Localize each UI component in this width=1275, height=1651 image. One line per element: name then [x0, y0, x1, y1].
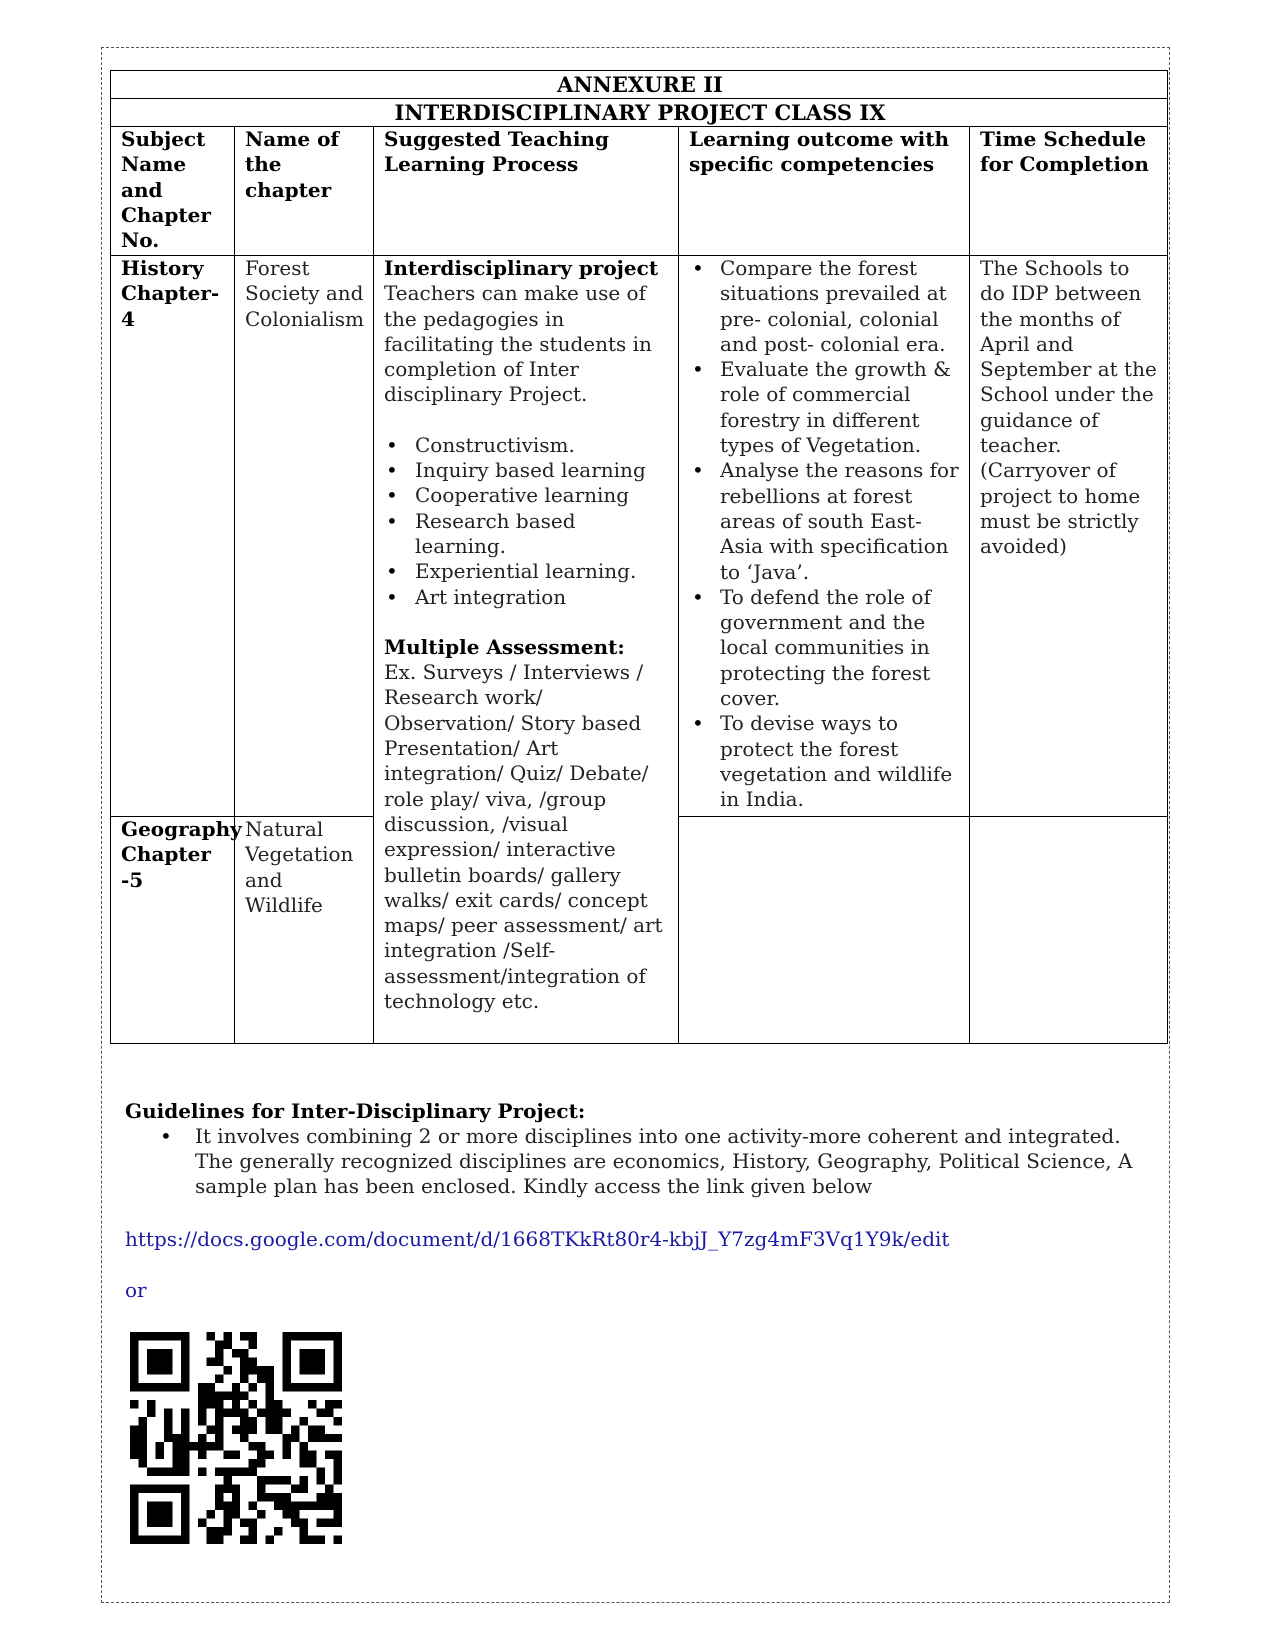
teaching-heading: Interdisciplinary project: [384, 256, 659, 280]
or-text: or: [125, 1278, 147, 1302]
header-chapter-name: Name of the chapter: [235, 127, 374, 256]
list-item: • Inquiry based learning: [384, 458, 670, 483]
annexure-title: ANNEXURE II: [111, 71, 1168, 99]
guidelines-heading: Guidelines for Inter-Disciplinary Project:: [125, 1099, 586, 1123]
header-subject: Subject Name and Chapter No.: [111, 127, 235, 256]
teaching-intro: Teachers can make use of the pedagogies in facilitating the students in completion of Inter disciplinary Project.: [384, 281, 652, 407]
assessment-text: Ex. Surveys / Interviews / Research work/ Observation/ Story based Presentation/ Art integration/ Quiz/ Debate/ role play/ viva, /group discussion, /visual expression/ interactive bulletin boards/ gallery walks/ exit cards/ concept maps/ peer assessment/ art integration /Self-assessment/integration of technology etc.: [384, 660, 663, 1014]
header-time-schedule: Time Schedule for Completion: [970, 127, 1168, 256]
list-item: • Evaluate the growth & role of commercial forestry in different types of Vegetation.: [689, 357, 961, 458]
qr-code-icon: [130, 1332, 342, 1544]
pedagogy-list: [384, 433, 670, 610]
list-item: • To defend the role of government and the local communities in protecting the forest cover.: [689, 585, 961, 711]
geography-chapter: Natural Vegetation and Wildlife: [235, 817, 374, 1044]
guidelines-section: [125, 1099, 1155, 1199]
history-subject: History Chapter-4: [111, 256, 235, 817]
time-schedule-cell-cont: [970, 817, 1168, 1044]
assessment-heading: Multiple Assessment:: [384, 634, 625, 659]
teaching-process-cell: [374, 256, 679, 1044]
geography-subject: Geography Chapter -5: [111, 817, 235, 1044]
list-item: • Research based learning.: [384, 509, 670, 560]
list-item: • Compare the forest situations prevailed at pre- colonial, colonial and post- colonial era.: [689, 256, 961, 357]
list-item: • Experiential learning.: [384, 559, 670, 584]
list-item: • It involves combining 2 or more disciplines into one activity-more coherent and integrated. The generally recognized disciplines are economics, History, Geography, Political Science, A sample plan has been enclosed. Kindly access the link given below: [125, 1124, 1155, 1199]
header-teaching-process: Suggested Teaching Learning Process: [374, 127, 679, 256]
history-chapter: Forest Society and Colonialism: [235, 256, 374, 817]
outcome-list: [689, 256, 961, 813]
header-learning-outcome: Learning outcome with specific competencies: [679, 127, 970, 256]
annexure-table: [110, 70, 1168, 1044]
guidelines-list: [125, 1124, 1155, 1199]
learning-outcomes-cell-cont: [679, 817, 970, 1044]
project-subtitle: INTERDISCIPLINARY PROJECT CLASS IX: [111, 99, 1168, 127]
learning-outcomes-cell: [679, 256, 970, 817]
list-item: • To devise ways to protect the forest vegetation and wildlife in India.: [689, 711, 961, 812]
time-schedule-cell: The Schools to do IDP between the months of April and September at the School under the guidance of teacher. (Carryover of project to home must be strictly avoided): [970, 256, 1168, 817]
sample-plan-link[interactable]: https://docs.google.com/document/d/1668TKkRt80r4-kbjJ_Y7zg4mF3Vq1Y9k/edit: [125, 1227, 950, 1251]
list-item: • Art integration: [384, 585, 670, 610]
list-item: • Cooperative learning: [384, 483, 670, 508]
list-item: • Constructivism.: [384, 433, 670, 458]
list-item: • Analyse the reasons for rebellions at forest areas of south East-Asia with specification to ‘Java’.: [689, 458, 961, 584]
